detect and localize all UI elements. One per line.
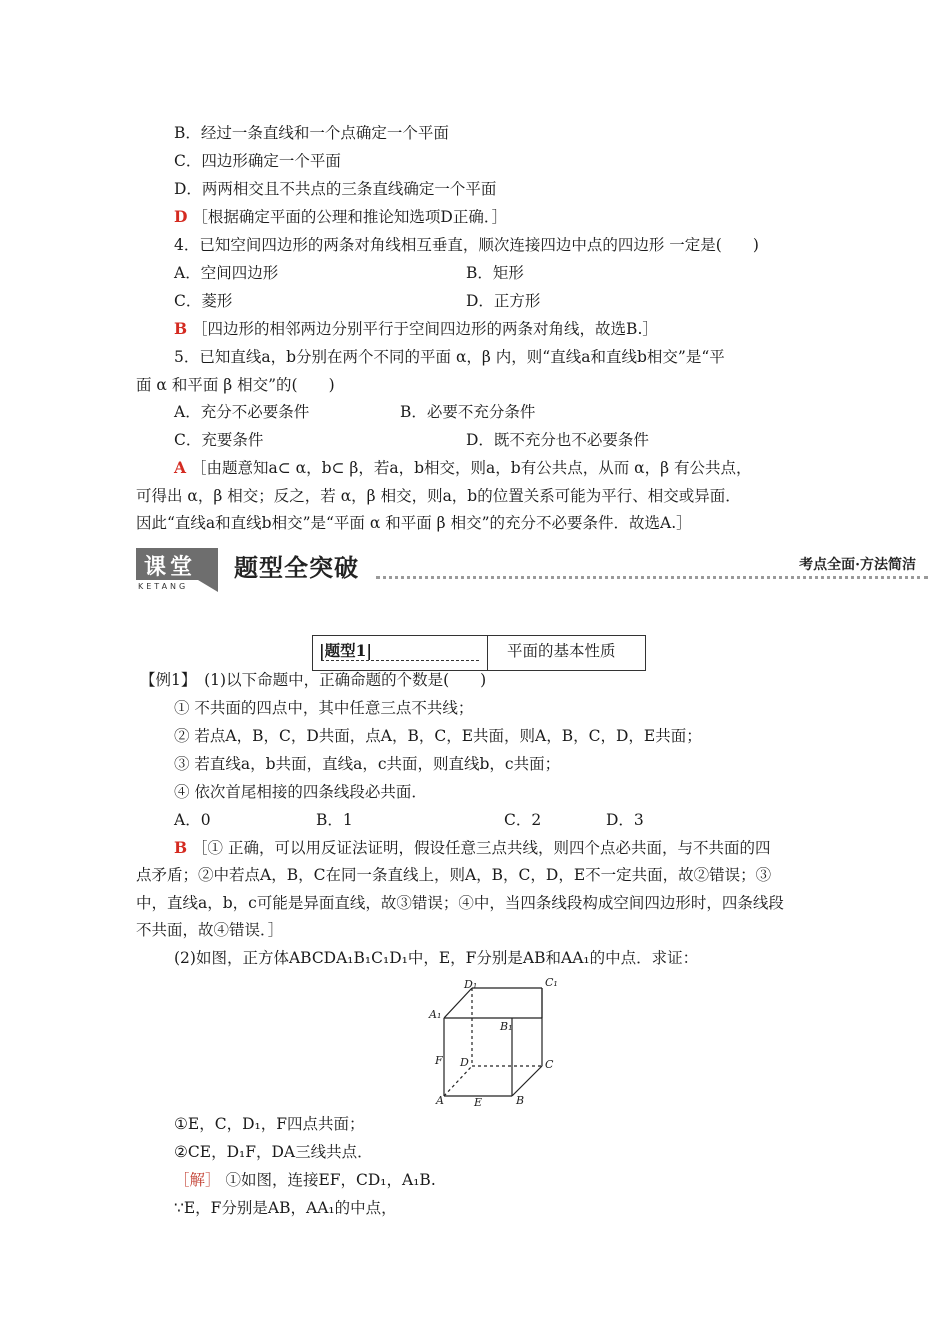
banner-badge-tail — [198, 580, 218, 592]
answer-explanation: ［由题意知a⊂ α，b⊂ β，若a，b相交，则a，b有公共点，从而 α，β 有公共点， — [190, 459, 752, 477]
label-d1: D₁ — [464, 978, 478, 991]
section-banner — [136, 548, 928, 592]
answer-example-1-cont-2: 中，直线a，b，c可能是异面直线，故③错误；④中，当四条线段构成空间四边形时，四条线段 — [136, 894, 784, 912]
answer-line-4 — [174, 319, 658, 339]
q4-option-d: D．正方形 — [466, 292, 541, 310]
edge-a1d1 — [444, 988, 472, 1018]
answer-letter: B — [174, 319, 188, 338]
q4-option-b: B．矩形 — [466, 264, 524, 282]
q4-option-a: A．空间四边形 — [174, 264, 279, 282]
solution-text: ①如图，连接EF，CD₁，A₁B. — [225, 1171, 436, 1189]
ex1-option-b: B．1 — [316, 811, 353, 829]
cube-figure — [424, 978, 564, 1108]
question-5: 5．已知直线a，b分别在两个不同的平面 α，β 内，则“直线a和直线b相交”是“平 — [174, 348, 725, 366]
label-a: A — [436, 1094, 444, 1107]
solution-tag: ［解］ — [174, 1171, 221, 1189]
q5-option-d: D．既不充分也不必要条件 — [466, 431, 649, 449]
label-e: E — [474, 1096, 483, 1108]
banner-tagline: 考点全面·方法简洁 — [799, 557, 916, 573]
question-4: 4．已知空间四边形的两条对角线相互垂直，顺次连接四边中点的四边形 一定是( ) — [174, 236, 759, 254]
label-b1: B₁ — [500, 1020, 513, 1033]
q5-option-c: C．充要条件 — [174, 431, 264, 449]
ex1-option-a: A．0 — [174, 811, 211, 829]
ex1-option-d: D．3 — [606, 811, 644, 829]
answer-example-1-cont-1: 点矛盾；②中若点A，B，C在同一条直线上，则A，B，C，D，E不一定共面，故②错误；③ — [136, 866, 772, 884]
question-type-label: |题型1| — [319, 641, 373, 660]
answer-line-3 — [174, 207, 507, 227]
option-b: B．经过一条直线和一个点确定一个平面 — [174, 124, 449, 142]
label-f: F — [435, 1054, 443, 1067]
statement-2: ② 若点A，B，C，D共面，点A，B，C，E共面，则A，B，C，D，E共面； — [174, 727, 702, 745]
example-1-heading: 【例1】 (1)以下命题中，正确命题的个数是( ) — [140, 671, 487, 689]
answer-example-1-cont-3: 不共面，故④错误．］ — [136, 921, 284, 939]
banner-badge-subtitle: KETANG — [138, 582, 189, 591]
solution-line-2: ∵E，F分别是AB，AA₁的中点， — [174, 1199, 397, 1217]
answer-5-cont-1: 可得出 α，β 相交；反之，若 α，β 相交，则a，b的位置关系可能为平行、相交或异面． — [136, 487, 741, 505]
answer-explanation: ［四边形的相邻两边分别平行于空间四边形的两条对角线，故选B.］ — [192, 320, 658, 338]
statement-1: ① 不共面的四点中，其中任意三点不共线； — [174, 699, 474, 717]
ex1-option-c: C．2 — [504, 811, 542, 829]
claim-1: ①E，C，D₁，F四点共面； — [174, 1115, 365, 1133]
question-5-cont: 面 α 和平面 β 相交”的( ) — [136, 376, 335, 394]
banner-badge: 课堂 — [136, 548, 218, 580]
label-d: D — [460, 1056, 469, 1069]
question-type-box — [312, 635, 646, 671]
label-c: C — [545, 1058, 554, 1071]
answer-line-5 — [174, 458, 752, 478]
question-type-name: 平面的基本性质 — [507, 642, 616, 660]
option-d: D．两两相交且不共点的三条直线确定一个平面 — [174, 180, 497, 198]
q5-option-a: A．充分不必要条件 — [174, 403, 310, 421]
edge-bc — [512, 1066, 542, 1096]
answer-letter: A — [174, 458, 187, 477]
statement-4: ④ 依次首尾相接的四条线段必共面． — [174, 783, 427, 801]
answer-letter: B — [174, 838, 188, 857]
answer-example-1 — [174, 838, 770, 858]
answer-5-cont-2: 因此“直线a和直线b相交”是“平面 α 和平面 β 相交”的充分不必要条件．故选A.］ — [136, 514, 692, 532]
edge-ad — [444, 1066, 472, 1096]
answer-letter: D — [174, 207, 188, 226]
answer-explanation: ［根据确定平面的公理和推论知选项D正确．］ — [192, 208, 508, 226]
part-2-prompt: (2)如图，正方体ABCDA₁B₁C₁D₁中，E，F分别是AB和AA₁的中点．求证： — [174, 949, 699, 967]
q4-option-c: C．菱形 — [174, 292, 233, 310]
statement-3: ③ 若直线a，b共面，直线a，c共面，则直线b，c共面； — [174, 755, 561, 773]
label-b: B — [516, 1094, 525, 1107]
label-c1: C₁ — [545, 978, 558, 989]
label-a1: A₁ — [429, 1008, 442, 1021]
solution-line-1 — [174, 1170, 436, 1190]
banner-title: 题型全突破 — [234, 554, 359, 582]
option-c: C．四边形确定一个平面 — [174, 152, 341, 170]
claim-2: ②CE，D₁F，DA三线共点． — [174, 1143, 373, 1161]
question-type-label-cell — [313, 636, 488, 670]
banner-divider — [376, 576, 928, 579]
answer-explanation: ［① 正确，可以用反证法证明，假设任意三点共线，则四个点必共面，与不共面的四 — [192, 839, 771, 857]
q5-option-b: B．必要不充分条件 — [400, 403, 536, 421]
dashed-underline — [321, 660, 479, 661]
